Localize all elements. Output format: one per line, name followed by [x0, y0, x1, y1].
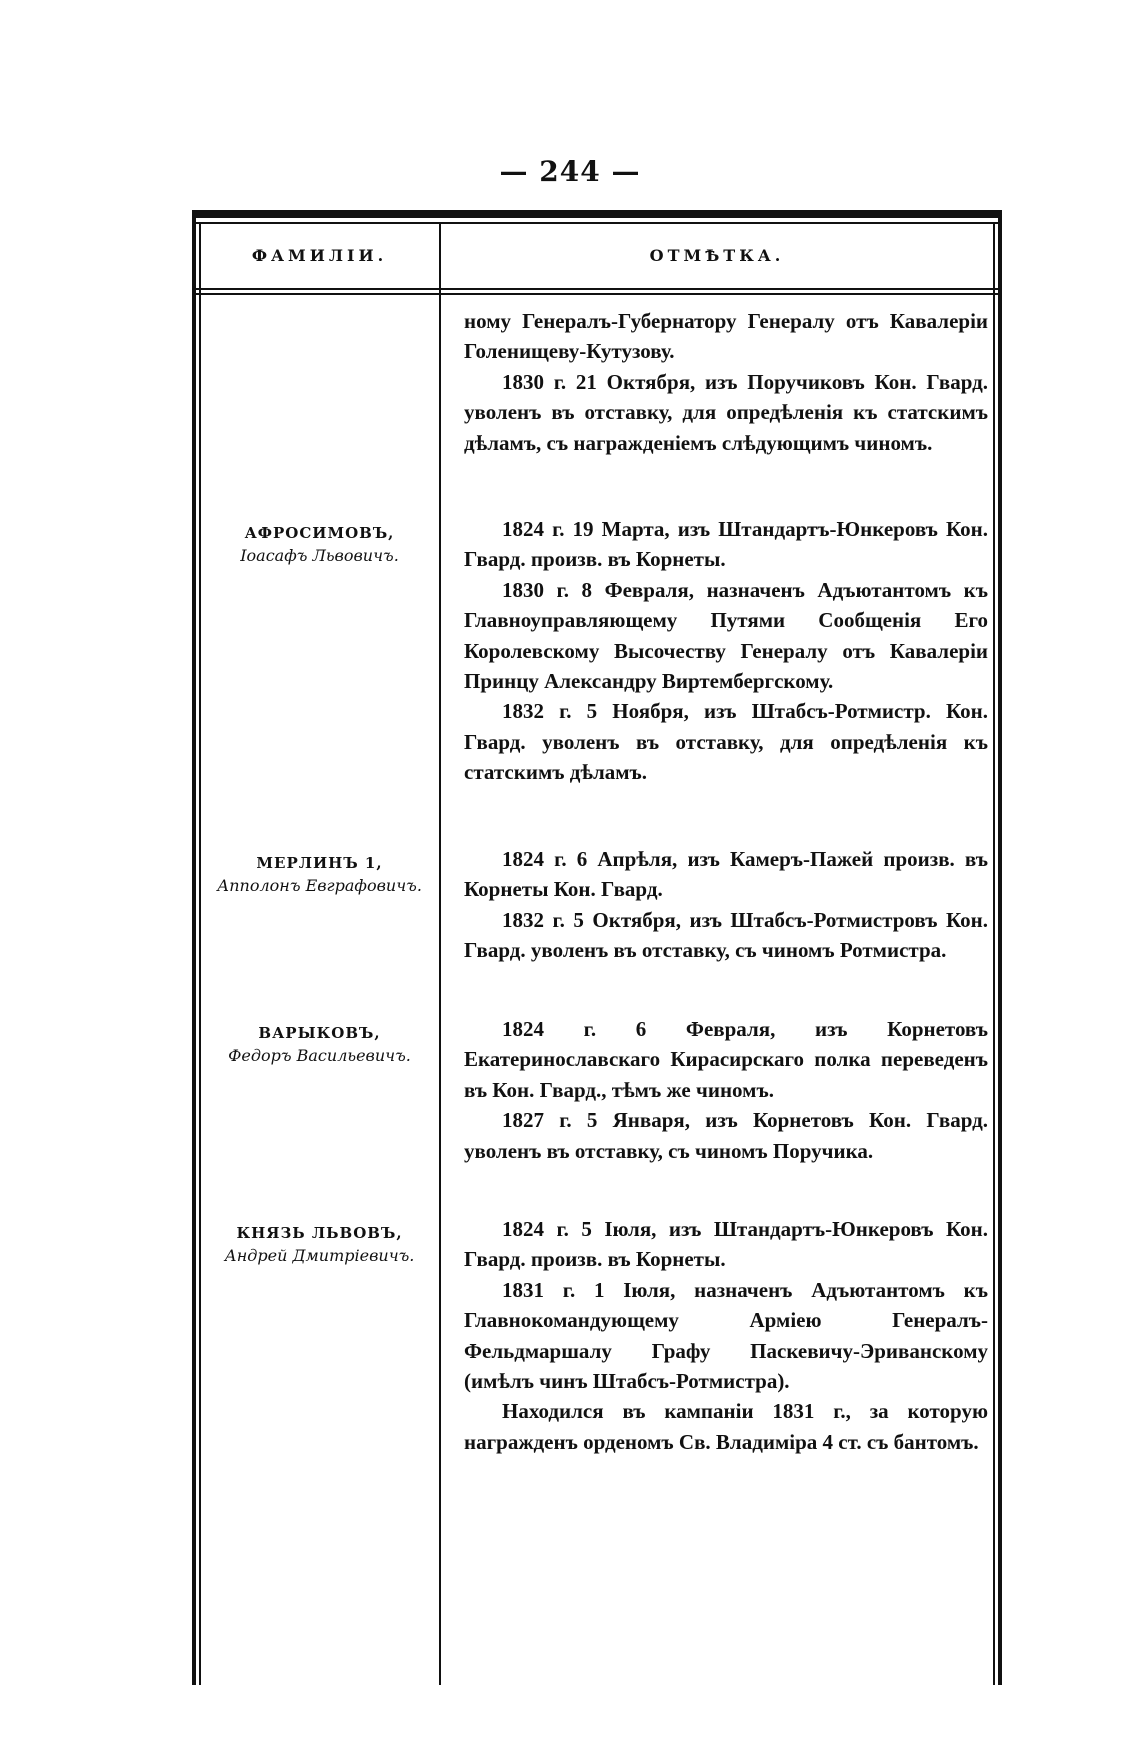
given-name: Федоръ Васильевичъ. — [228, 1046, 411, 1065]
given-name: Андрей Дмитріевичъ. — [224, 1246, 415, 1265]
surname: ВАРЫКОВЪ, — [258, 1024, 381, 1042]
note-paragraph: 1830 г. 8 Февраля, назначенъ Адъютантомъ къ Главноуправляющему Путями Сообщенія Его Королевскому Высочеству Генералу отъ Кавалеріи Принцу Александру Виртембергскому. — [464, 577, 988, 694]
entry-name-lvov — [200, 1222, 439, 1268]
note-paragraph: ному Генералъ-Губернатору Генералу отъ Кавалеріи Голенищеву-Кутузову. — [464, 309, 988, 364]
table-top-rule-thin — [192, 222, 1002, 224]
table-right-rule-thin — [993, 222, 995, 1685]
note-paragraph: 1831 г. 1 Іюля, назначенъ Адъютантомъ къ Главнокомандующему Арміею Генералъ-Фельдмаршалу Графу Паскевичу-Эриванскому (имѣлъ чинъ Штабсъ-Ротмистра). — [464, 1277, 988, 1394]
given-name: Апполонъ Евграфовичъ. — [217, 876, 422, 895]
column-divider — [439, 222, 441, 1685]
entry-notes-lvov — [464, 1214, 988, 1457]
header-notes: ОТМѢТКА. — [649, 246, 785, 265]
header-names: ФАМИЛІИ. — [251, 246, 388, 265]
surname: АФРОСИМОВЪ, — [244, 524, 395, 542]
continued-note — [464, 306, 988, 458]
note-paragraph: 1824 г. 6 Февраля, изъ Корнетовъ Екатеринославскаго Кирасирскаго полка переведенъ въ Кон. Гвард., тѣмъ же чиномъ. — [464, 1017, 988, 1102]
table-right-rule — [998, 210, 1002, 1685]
surname: МЕРЛИНЪ 1, — [256, 854, 383, 872]
note-paragraph: Находился въ кампаніи 1831 г., за которую награжденъ орденомъ Св. Владиміра 4 ст. съ бантомъ. — [464, 1399, 988, 1454]
note-paragraph: 1832 г. 5 Ноября, изъ Штабсъ-Ротмистр. Кон. Гвард. уволенъ въ отставку, для опредѣленія къ статскимъ дѣламъ. — [464, 699, 988, 785]
entry-name-merlin — [200, 852, 439, 898]
note-paragraph: 1824 г. 5 Іюля, изъ Штандартъ-Юнкеровъ Кон. Гвард. произв. въ Корнеты. — [464, 1217, 988, 1272]
table-left-rule-thin — [199, 222, 201, 1685]
entry-notes-afrosimov — [464, 514, 988, 788]
entry-notes-merlin — [464, 844, 988, 966]
table-top-rule — [192, 210, 1002, 218]
service-record-table — [192, 210, 1002, 1685]
surname: КНЯЗЬ ЛЬВОВЪ, — [236, 1224, 403, 1242]
table-left-rule — [192, 210, 196, 1685]
note-paragraph: 1824 г. 19 Марта, изъ Штандартъ-Юнкеровъ Кон. Гвард. произв. въ Корнеты. — [464, 517, 988, 572]
note-paragraph: 1827 г. 5 Января, изъ Корнетовъ Кон. Гвард. уволенъ въ отставку, съ чиномъ Поручика. — [464, 1108, 988, 1163]
note-paragraph: 1824 г. 6 Апрѣля, изъ Камеръ-Пажей произв. въ Корнеты Кон. Гвард. — [464, 847, 988, 902]
page-number: — 244 — — [499, 155, 641, 188]
note-paragraph: 1830 г. 21 Октября, изъ Поручиковъ Кон. Гвард. уволенъ въ отставку, для опредѣленія къ статскимъ дѣламъ, съ награжденіемъ слѣдующимъ чиномъ. — [464, 369, 988, 455]
note-paragraph: 1832 г. 5 Октября, изъ Штабсъ-Ротмистровъ Кон. Гвард. уволенъ въ отставку, съ чиномъ Ротмистра. — [464, 907, 988, 963]
given-name: Іоасафъ Львовичъ. — [240, 546, 399, 565]
header-rule — [192, 288, 1002, 290]
entry-name-varykov — [200, 1022, 439, 1068]
entry-notes-varykov — [464, 1014, 988, 1166]
entry-name-afrosimov — [200, 522, 439, 568]
header-rule-double — [192, 293, 1002, 295]
